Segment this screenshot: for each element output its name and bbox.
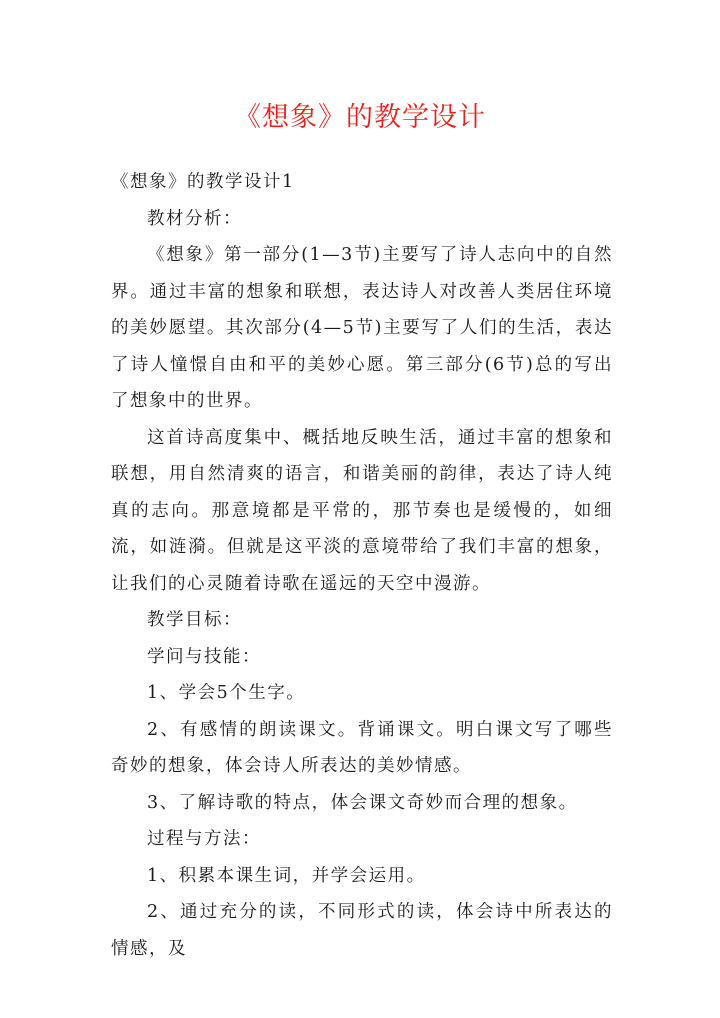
list-item: 3、了解诗歌的特点，体会课文奇妙而合理的想象。 [147, 792, 578, 813]
subheading-material-analysis: 教材分析： [147, 208, 242, 229]
list-item: 1、积累本课生词，并学会运用。 [147, 865, 426, 886]
document-body [111, 164, 613, 967]
list-item: 2、通过充分的读，不同形式的读，体会诗中所表达的情感，及 [111, 902, 613, 959]
subheading-teaching-goals: 教学目标： [147, 610, 242, 630]
list-item: 1、学会5个生字。 [147, 683, 306, 703]
list-item: 2、有感情的朗读课文。背诵课文。明白课文写了哪些奇妙的想象，体会诗人所表达的美妙情感。 [111, 719, 613, 776]
paragraph: 这首诗高度集中、概括地反映生活，通过丰富的想象和联想，用自然清爽的语言，和谐美丽的韵律，表达了诗人纯真的志向。那意境都是平常的，那节奏也是缓慢的，如细流，如涟漪。但就是这平淡的意境带给了我们丰富的想象，让我们的心灵随着诗歌在遥远的天空中漫游。 [111, 427, 613, 594]
paragraph: 《想象》第一部分(1—3节)主要写了诗人志向中的自然界。通过丰富的想象和联想，表达诗人对改善人类居住环境的美妙愿望。其次部分(4—5节)主要写了人们的生活，表达了诗人憧憬自由和平的美妙心愿。第三部分(6节)总的写出了想象中的世界。 [111, 245, 613, 411]
document-title: 《想象》的教学设计 [234, 102, 486, 133]
subheading-process-method: 过程与方法： [147, 829, 261, 849]
subheading-knowledge-skills: 学问与技能： [147, 646, 261, 667]
section-heading: 《想象》的教学设计1 [111, 172, 295, 192]
